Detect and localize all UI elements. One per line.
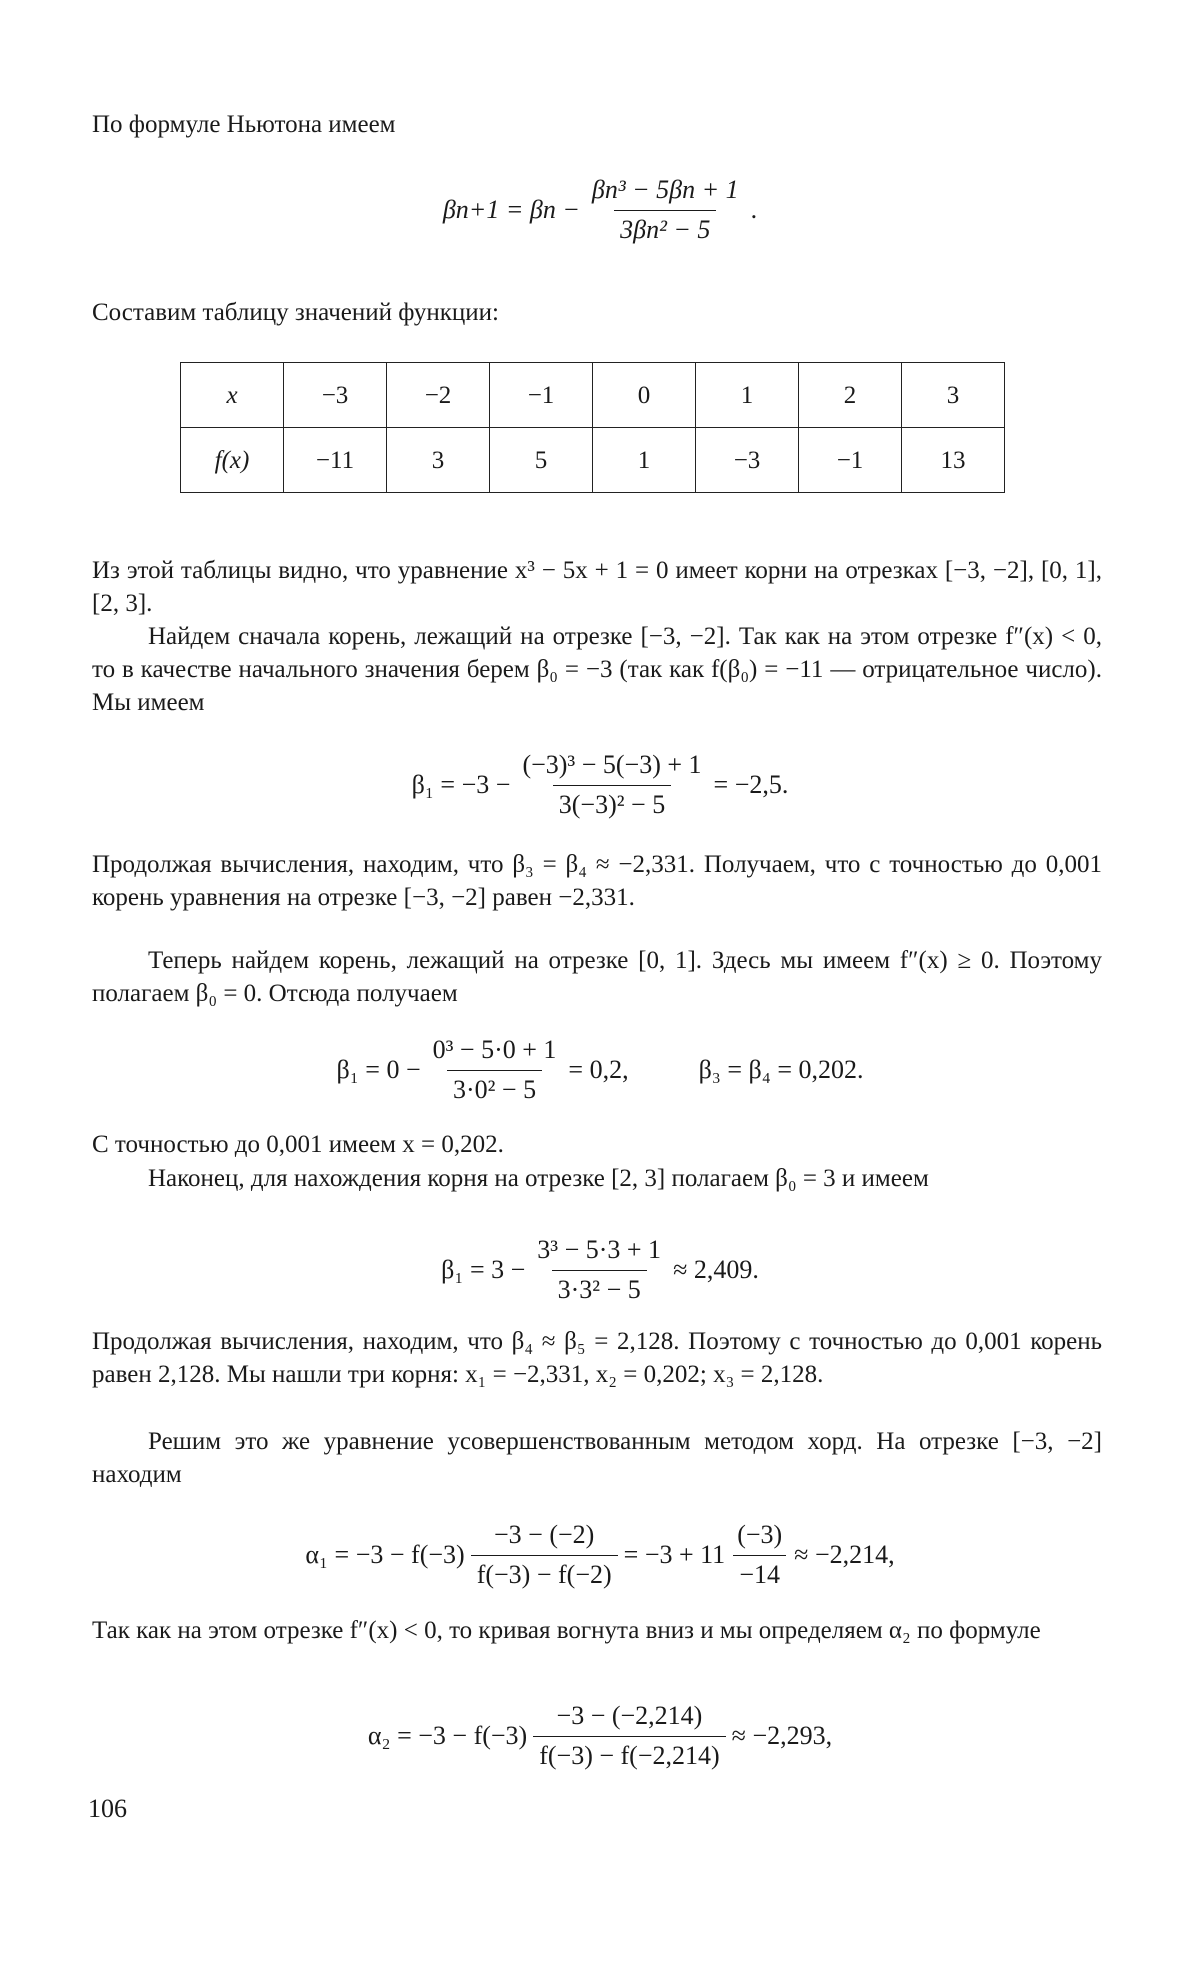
- f3-rhs: ≈ 2,409.: [673, 1254, 759, 1284]
- x-value: 0: [593, 363, 696, 428]
- x-value: 3: [902, 363, 1005, 428]
- f-value: 13: [902, 428, 1005, 493]
- x-value: −1: [490, 363, 593, 428]
- f5-numerator: −3 − (−2,214): [556, 1701, 703, 1731]
- paragraph-second-root-result: С точностью до 0,001 имеем x = 0,202.: [92, 1131, 504, 1158]
- f4-mid: = −3 + 11: [623, 1539, 726, 1569]
- table-row-x: [181, 363, 1005, 428]
- f-value: −1: [799, 428, 902, 493]
- f2-rhs: = 0,2,: [568, 1054, 629, 1084]
- f1-fraction: [516, 748, 707, 822]
- f1-numerator: (−3)³ − 5(−3) + 1: [522, 750, 702, 780]
- f4-fraction-1: [471, 1518, 618, 1592]
- newton-lhs: βn+1 = βn −: [442, 194, 580, 224]
- f2-fraction: [427, 1033, 563, 1107]
- f5-fraction: [533, 1699, 725, 1773]
- formula-alpha1: [0, 1500, 1200, 1610]
- paragraph-second-root: Теперь найдем корень, лежащий на отрезке [0, 1]. Здесь мы имеем f″(x) ≥ 0. Поэтому полагаем β₀ = 0. Отсюда получаем: [92, 947, 1102, 1007]
- intro-line: По формуле Ньютона имеем: [92, 111, 396, 138]
- f-value: −3: [696, 428, 799, 493]
- paragraph-first-root: Найдем сначала корень, лежащий на отрезке [−3, −2]. Так как на этом отрезке f″(x) < 0, то в качестве начального значения берем β₀ = −3 (так как f(β₀) = −11 — отрицательное число). Мы имеем: [92, 623, 1102, 716]
- formula-alpha2: [0, 1686, 1200, 1786]
- row-label-f: f(x): [181, 428, 284, 493]
- paragraph-roots-intervals: Из этой таблицы видно, что уравнение x³ − 5x + 1 = 0 имеет корни на отрезках [−3, −2], [0, 1], [2, 3].: [92, 557, 1102, 617]
- paragraph-third-root-result: Продолжая вычисления, находим, что β₄ ≈ β₅ = 2,128. Поэтому с точностью до 0,001 корень равен 2,128. Мы нашли три корня: x₁ = −2,331, x₂ = 0,202; x₃ = 2,128.: [92, 1328, 1102, 1388]
- f4-denominator-2: −14: [733, 1555, 786, 1592]
- newton-formula: [0, 150, 1200, 270]
- formula-beta1-first: [0, 735, 1200, 835]
- x-value: −2: [387, 363, 490, 428]
- f4-numerator-1: −3 − (−2): [494, 1520, 595, 1550]
- f2-denominator: 3·0² − 5: [447, 1070, 542, 1107]
- paragraph-chord-method: Решим это же уравнение усовершенствованным методом хорд. На отрезке [−3, −2] находим: [92, 1428, 1102, 1488]
- f5-denominator: f(−3) − f(−2,214): [533, 1736, 725, 1773]
- f-value: 3: [387, 428, 490, 493]
- newton-denominator: 3βn² − 5: [614, 210, 716, 247]
- f5-lhs: α₂ = −3 − f(−3): [367, 1720, 528, 1750]
- f4-fraction-2: [731, 1518, 788, 1592]
- newton-fraction: [586, 173, 745, 247]
- f1-rhs: = −2,5.: [713, 769, 789, 799]
- f4-numerator-2: (−3): [737, 1520, 783, 1550]
- f2-lhs: β₁ = 0 −: [336, 1054, 421, 1084]
- f3-numerator: 3³ − 5·3 + 1: [537, 1235, 662, 1265]
- f1-lhs: β₁ = −3 −: [411, 769, 511, 799]
- f3-denominator: 3·3² − 5: [552, 1270, 647, 1307]
- f-value: 5: [490, 428, 593, 493]
- f5-rhs: ≈ −2,293,: [731, 1720, 833, 1750]
- x-value: 2: [799, 363, 902, 428]
- paragraph-third-root: Наконец, для нахождения корня на отрезке [2, 3] полагаем β₀ = 3 и имеем: [148, 1165, 929, 1192]
- newton-end: .: [750, 194, 758, 224]
- f1-denominator: 3(−3)² − 5: [553, 785, 671, 822]
- f-value: 1: [593, 428, 696, 493]
- f4-rhs: ≈ −2,214,: [794, 1539, 895, 1569]
- row-label-x: x: [181, 363, 284, 428]
- x-value: −3: [284, 363, 387, 428]
- values-table: [180, 362, 1005, 493]
- f4-lhs: α₁ = −3 − f(−3): [305, 1539, 465, 1569]
- paragraph-concavity: Так как на этом отрезке f″(x) < 0, то кривая вогнута вниз и мы определяем α₂ по формуле: [92, 1617, 1041, 1644]
- newton-numerator: βn³ − 5βn + 1: [591, 175, 739, 205]
- x-value: 1: [696, 363, 799, 428]
- table-caption: Составим таблицу значений функции:: [92, 299, 499, 326]
- paragraph-first-root-result: Продолжая вычисления, находим, что β₃ = β₄ ≈ −2,331. Получаем, что с точностью до 0,001 корень уравнения на отрезке [−3, −2] равен −2,331.: [92, 851, 1102, 911]
- table-row-f: [181, 428, 1005, 493]
- f3-lhs: β₁ = 3 −: [441, 1254, 526, 1284]
- f2-rhs2: β₃ = β₄ = 0,202.: [698, 1054, 864, 1084]
- f2-numerator: 0³ − 5·0 + 1: [432, 1035, 557, 1065]
- f4-denominator-1: f(−3) − f(−2): [471, 1555, 618, 1592]
- page-number: 106: [88, 1794, 127, 1823]
- f-value: −11: [284, 428, 387, 493]
- formula-beta1-third: [0, 1220, 1200, 1320]
- f3-fraction: [531, 1233, 667, 1307]
- formula-beta1-second: [0, 1020, 1200, 1120]
